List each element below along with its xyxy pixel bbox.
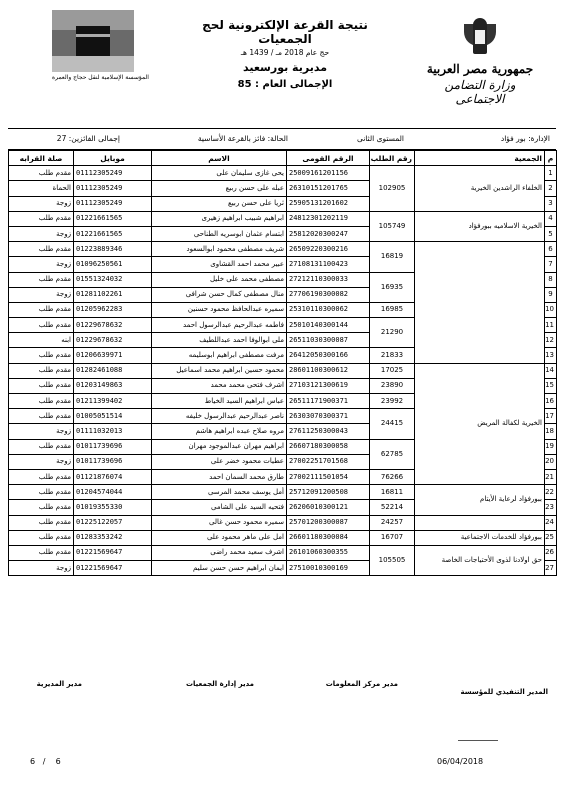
national-id-cell: 27510010300169 <box>287 561 370 576</box>
logo-caption: المؤسسة الإسلامية لنقل حجاج والعمرة <box>52 74 149 81</box>
row-index: 12 <box>545 333 557 348</box>
row-index: 18 <box>545 424 557 439</box>
col-header-name: الاسم <box>152 151 287 166</box>
national-id-cell: 26303070300371 <box>287 409 370 424</box>
page-separator: / <box>42 757 46 766</box>
relation-cell: مقدم طلب <box>9 500 74 515</box>
grand-total-label: الإجمالى العام : <box>255 79 333 90</box>
national-id-cell: 25905131201602 <box>287 196 370 211</box>
request-number-cell: 102905 <box>370 166 415 212</box>
handwritten-signature <box>458 712 498 741</box>
request-number-cell: 16819 <box>370 242 415 272</box>
mobile-cell: 01223889346 <box>74 242 152 257</box>
winners-info <box>57 134 120 143</box>
relation-cell: مقدم طلب <box>9 439 74 454</box>
request-number-cell: 52214 <box>370 500 415 515</box>
mobile-cell: 01283353242 <box>74 530 152 545</box>
mobile-cell: 01206639971 <box>74 348 152 363</box>
signature-associations-head: مدير إدارة الجمعيات <box>185 680 254 688</box>
relation-cell: مقدم طلب <box>9 515 74 530</box>
name-cell: ابراهيم شبيب ابراهيم زهيرى <box>152 211 287 226</box>
col-header-association: الجمعية <box>415 151 545 166</box>
row-index: 2 <box>545 181 557 196</box>
name-cell: مروه صلاح عبده ابراهيم هاشم <box>152 424 287 439</box>
row-index: 7 <box>545 257 557 272</box>
national-id-cell: 27108131100423 <box>287 257 370 272</box>
relation-cell: زوجة <box>9 561 74 576</box>
name-cell: عبله على حسن ربيع <box>152 181 287 196</box>
association-cell <box>415 242 545 364</box>
row-index: 24 <box>545 515 557 530</box>
table-row <box>9 485 557 500</box>
eagle-emblem-icon <box>464 18 496 58</box>
national-id-cell: 28601100300612 <box>287 363 370 378</box>
relation-cell: مقدم طلب <box>9 242 74 257</box>
relation-cell: ابنه <box>9 333 74 348</box>
table-row <box>9 545 557 560</box>
national-id-cell: 26206010300121 <box>287 500 370 515</box>
relation-cell: الحماة <box>9 181 74 196</box>
row-index: 26 <box>545 545 557 560</box>
name-cell: منال مصطفى كمال حسن شرافى <box>152 287 287 302</box>
national-id-cell: 26509220300216 <box>287 242 370 257</box>
kaaba-image <box>52 10 134 72</box>
table-row <box>9 211 557 226</box>
row-index: 4 <box>545 211 557 226</box>
report-title: نتيجة القرعة الإلكترونية لحج الجمعيات <box>202 18 368 46</box>
name-cell: ايمان ابراهيم حسن حسن سليم <box>152 561 287 576</box>
mobile-cell: 01282461088 <box>74 363 152 378</box>
relation-cell: مقدم طلب <box>9 530 74 545</box>
col-header-request: رقم الطلب <box>370 151 415 166</box>
winners-value: 27 <box>56 134 67 143</box>
row-index: 10 <box>545 302 557 317</box>
col-header-m: م <box>545 151 557 166</box>
relation-cell: مقدم طلب <box>9 469 74 484</box>
directorate-name: مديرية بورسعيد <box>243 61 327 74</box>
relation-cell: زوجة <box>9 287 74 302</box>
relation-cell: مقدم طلب <box>9 318 74 333</box>
table-row <box>9 515 557 530</box>
mobile-cell: 01221569647 <box>74 561 152 576</box>
request-number-cell: 16935 <box>370 272 415 302</box>
print-date: 06/04/2018 <box>437 757 484 766</box>
request-number-cell: 23890 <box>370 378 415 393</box>
winners-label: إجمالى الفائزين: <box>68 134 120 143</box>
relation-cell: مقدم طلب <box>9 363 74 378</box>
relation-cell: زوجة <box>9 226 74 241</box>
status-value: فائز بالقرعة الأساسية <box>197 134 266 143</box>
table-row <box>9 166 557 181</box>
relation-cell: مقدم طلب <box>9 348 74 363</box>
association-cell: الخيرية الاسلاميه ببورفؤاد <box>415 211 545 241</box>
row-index: 9 <box>545 287 557 302</box>
row-index: 22 <box>545 485 557 500</box>
mobile-cell: 01111032013 <box>74 424 152 439</box>
mobile-cell: 01551324032 <box>74 272 152 287</box>
name-cell: اشرف فتحى محمد محمد <box>152 378 287 393</box>
national-id-cell: 27103121300619 <box>287 378 370 393</box>
relation-cell: مقدم طلب <box>9 378 74 393</box>
national-id-cell: 25701200300087 <box>287 515 370 530</box>
info-bar <box>8 128 556 150</box>
relation-cell: مقدم طلب <box>9 485 74 500</box>
relation-cell: مقدم طلب <box>9 545 74 560</box>
mobile-cell: 01011739696 <box>74 439 152 454</box>
relation-cell: مقدم طلب <box>9 409 74 424</box>
mobile-cell: 01205962283 <box>74 302 152 317</box>
national-id-cell: 25812020300247 <box>287 226 370 241</box>
col-header-mobile: موبايل <box>74 151 152 166</box>
request-number-cell: 21290 <box>370 318 415 348</box>
national-id-cell: 25009161201156 <box>287 166 370 181</box>
mobile-cell: 01221569647 <box>74 545 152 560</box>
page-current: 6 <box>30 757 36 766</box>
request-number-cell: 24257 <box>370 515 415 530</box>
col-header-relation: صلة القرابه <box>9 151 74 166</box>
request-number-cell: 23992 <box>370 394 415 409</box>
report-header <box>185 18 385 90</box>
mobile-cell: 01121876074 <box>74 469 152 484</box>
row-index: 6 <box>545 242 557 257</box>
row-index: 1 <box>545 166 557 181</box>
name-cell: ثريا على حسن ربيع <box>152 196 287 211</box>
row-index: 25 <box>545 530 557 545</box>
page-total: 6 <box>55 757 61 766</box>
row-index: 23 <box>545 500 557 515</box>
name-cell: سميره عبدالحافظ محمود حسنين <box>152 302 287 317</box>
national-id-cell: 25010140300144 <box>287 318 370 333</box>
association-cell <box>415 515 545 530</box>
national-id-cell: 27002251701568 <box>287 454 370 469</box>
mobile-cell: 01019355330 <box>74 500 152 515</box>
level-label: المستوى <box>376 134 404 143</box>
page-number <box>30 757 61 766</box>
row-index: 21 <box>545 469 557 484</box>
name-cell: سميره محمود حسن غالى <box>152 515 287 530</box>
ministry-name: وزارة التضامن الاجتماعى <box>444 78 516 106</box>
association-cell: ببورفؤاد لرعاية الأيتام <box>415 485 545 515</box>
row-index: 11 <box>545 318 557 333</box>
level-value: الثانى <box>356 134 375 143</box>
national-id-cell: 26607180300058 <box>287 439 370 454</box>
relation-cell: زوجة <box>9 196 74 211</box>
name-cell: محمود حسين ابراهيم محمد اسماعيل <box>152 363 287 378</box>
name-cell: امل على ماهر محمود على <box>152 530 287 545</box>
national-id-cell: 26511171900371 <box>287 394 370 409</box>
mobile-cell: 01221661565 <box>74 226 152 241</box>
name-cell: ابتسام عثمان ابوسريه الطناحى <box>152 226 287 241</box>
mobile-cell: 01281102261 <box>74 287 152 302</box>
request-number-cell: 62785 <box>370 439 415 469</box>
signature-it-center-head: مدير مركز المعلومات <box>325 680 398 688</box>
request-number-cell: 21833 <box>370 348 415 363</box>
relation-cell: مقدم طلب <box>9 394 74 409</box>
name-cell: عطيات محمود خضر على <box>152 454 287 469</box>
mobile-cell: 01005051514 <box>74 409 152 424</box>
national-id-cell: 27611250300043 <box>287 424 370 439</box>
grand-total <box>185 79 385 90</box>
mobile-cell: 01203149863 <box>74 378 152 393</box>
national-id-cell: 25310110300062 <box>287 302 370 317</box>
mobile-cell: 01096250561 <box>74 257 152 272</box>
status-info <box>198 134 288 143</box>
name-cell: ناصر عبدالرحيم عبدالرسول خليفه <box>152 409 287 424</box>
row-index: 20 <box>545 454 557 469</box>
name-cell: يحى غازى سليمان على <box>152 166 287 181</box>
table-row <box>9 363 557 378</box>
row-index: 8 <box>545 272 557 287</box>
national-id-cell: 26412050300166 <box>287 348 370 363</box>
row-index: 3 <box>545 196 557 211</box>
request-number-cell: 105505 <box>370 545 415 575</box>
relation-cell: زوجة <box>9 454 74 469</box>
association-cell: الخلفاء الراشدين الخيرية <box>415 166 545 212</box>
name-cell: مصطفى محمد على خليل <box>152 272 287 287</box>
row-index: 13 <box>545 348 557 363</box>
request-number-cell: 76266 <box>370 469 415 484</box>
table-row <box>9 530 557 545</box>
row-index: 27 <box>545 561 557 576</box>
relation-cell: مقدم طلب <box>9 166 74 181</box>
request-number-cell: 17025 <box>370 363 415 378</box>
relation-cell: مقدم طلب <box>9 272 74 287</box>
row-index: 14 <box>545 363 557 378</box>
name-cell: شريف مصطفى محمود ابوالسعود <box>152 242 287 257</box>
name-cell: أمل يوسف محمد المرسى <box>152 485 287 500</box>
name-cell: مرفت مصطفى ابراهيم ابوسليمه <box>152 348 287 363</box>
national-id-cell: 26101060300355 <box>287 545 370 560</box>
name-cell: فتحيه السيد على الشامى <box>152 500 287 515</box>
name-cell: ملى ابوالوفا احمد عبداللطيف <box>152 333 287 348</box>
mobile-cell: 01112305249 <box>74 166 152 181</box>
admin-value: بور فؤاد <box>500 134 526 143</box>
mobile-cell: 01112305249 <box>74 181 152 196</box>
row-index: 15 <box>545 378 557 393</box>
mobile-cell: 01221661565 <box>74 211 152 226</box>
request-number-cell: 16707 <box>370 530 415 545</box>
level-info <box>357 134 404 143</box>
row-index: 17 <box>545 409 557 424</box>
national-id-cell: 26310151201765 <box>287 181 370 196</box>
name-cell: عباس ابراهيم السيد الخياط <box>152 394 287 409</box>
table-row <box>9 242 557 257</box>
name-cell: طارق محمد السمان احمد <box>152 469 287 484</box>
national-id-cell: 27706190300082 <box>287 287 370 302</box>
request-number-cell: 16985 <box>370 302 415 317</box>
results-table <box>8 150 557 576</box>
mobile-cell: 01011739696 <box>74 454 152 469</box>
relation-cell: زوجة <box>9 257 74 272</box>
national-id-cell: 27002111501054 <box>287 469 370 484</box>
col-header-national-id: الرقم القومى <box>287 151 370 166</box>
association-cell: حق اولادنا لذوى الأحتياجات الخاصة <box>415 545 545 575</box>
national-id-cell: 26511030300087 <box>287 333 370 348</box>
hajj-foundation-logo <box>52 10 149 90</box>
mobile-cell: 01229678632 <box>74 333 152 348</box>
request-number-cell: 105749 <box>370 211 415 241</box>
mobile-cell: 01225122057 <box>74 515 152 530</box>
relation-cell: مقدم طلب <box>9 302 74 317</box>
government-name: جمهورية مصر العربية <box>426 62 534 76</box>
row-index: 19 <box>545 439 557 454</box>
row-index: 5 <box>545 226 557 241</box>
name-cell: فاطمه عبدالرحيم عبدالرسول احمد <box>152 318 287 333</box>
mobile-cell: 01112305249 <box>74 196 152 211</box>
name-cell: عبير محمد احمد القشاوى <box>152 257 287 272</box>
request-number-cell: 24415 <box>370 409 415 439</box>
relation-cell: زوجة <box>9 424 74 439</box>
mobile-cell: 01229678632 <box>74 318 152 333</box>
relation-cell: مقدم طلب <box>9 211 74 226</box>
government-logo <box>425 18 535 108</box>
mobile-cell: 01204574044 <box>74 485 152 500</box>
name-cell: ابراهيم مهران عبدالموجود مهران <box>152 439 287 454</box>
admin-info <box>501 134 550 143</box>
admin-label: الإدارة: <box>528 134 550 143</box>
signature-executive-director: المدير التنفيذي للمؤسسة <box>460 688 548 696</box>
table-header-row <box>9 151 557 166</box>
grand-total-value: 85 <box>237 79 252 90</box>
national-id-cell: 24812301202119 <box>287 211 370 226</box>
name-cell: اشرف سعيد محمد راضى <box>152 545 287 560</box>
signature-directorate-head: مدير المديرية <box>36 680 82 688</box>
national-id-cell: 25712091200508 <box>287 485 370 500</box>
association-cell: الخيرية لكفالة المريض <box>415 363 545 485</box>
request-number-cell: 16811 <box>370 485 415 500</box>
national-id-cell: 26601180300084 <box>287 530 370 545</box>
association-cell: ببورفؤاد للخدمات الاجتماعية <box>415 530 545 545</box>
status-label: الحالة: <box>267 134 288 143</box>
mobile-cell: 01211399402 <box>74 394 152 409</box>
row-index: 16 <box>545 394 557 409</box>
national-id-cell: 27212110300033 <box>287 272 370 287</box>
report-season: حج عام 2018 مـ / 1439 هـ <box>240 48 330 57</box>
